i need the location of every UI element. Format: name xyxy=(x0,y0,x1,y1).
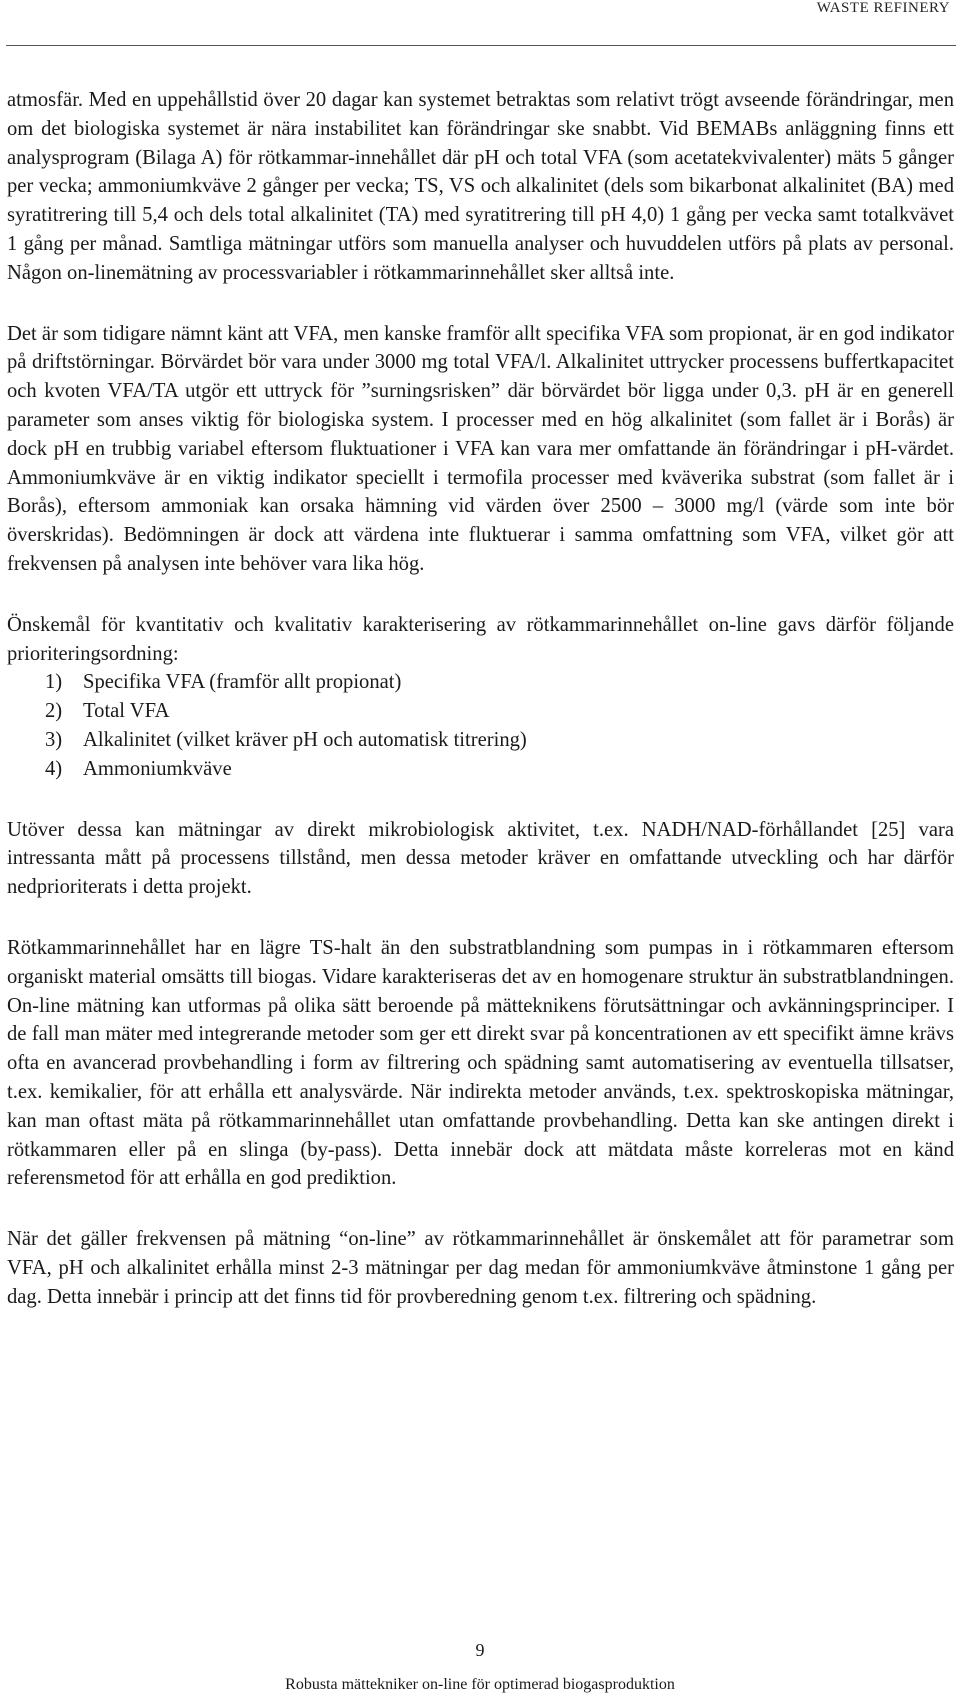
list-item-number: 4) xyxy=(45,757,63,780)
list-item xyxy=(7,726,954,755)
list-item xyxy=(7,755,954,784)
page-number: 9 xyxy=(475,1640,485,1660)
page-header xyxy=(0,0,960,48)
footer-title: Robusta mättekniker on-line för optimerad biogasproduktion xyxy=(285,1676,675,1693)
paragraph-priority-intro: Önskemål för kvantitativ och kvalitativ karakterisering av rötkammarinnehållet on-line gavs därför följande prioriteringsordning: xyxy=(7,613,954,665)
paragraph-analysis-program: atmosfär. Med en uppehållstid över 20 dagar kan systemet betraktas som relativt trögt avseende förändringar, men om det biologiska systemet är nära instabilitet kan förändringar ske snabbt. Vid BEMABs anläggning finns ett analysprogram (Bilaga A) för rötkammar-innehållet där pH och total VFA (som acetatekvivalenter) mäts 5 gånger per vecka; ammoniumkväve 2 gånger per vecka; TS, VS och alkalinitet (dels som bikarbonat alkalinitet (BA) med syratitrering till 5,4 och dels total alkalinitet (TA) med syratitrering till pH 4,0) 1 gång per vecka samt totalkvävet 1 gång per månad. Samtliga mätningar utförs som manuella analyser och huvuddelen utförs på plats av personal. Någon on-linemätning av processvariabler i rötkammarinnehållet sker alltså inte. xyxy=(7,89,954,284)
list-item xyxy=(7,697,954,726)
list-item-text: Total VFA xyxy=(83,700,170,723)
paragraph-vfa-indicator: Det är som tidigare nämnt känt att VFA, men kanske framför allt specifika VFA som propionat, är en god indikator på driftstörningar. Börvärdet bör vara under 3000 mg total VFA/l. Alkalinitet uttrycker processens buffertkapacitet och kvoten VFA/TA utgör ett uttryck för ”surningsrisken” där börvärdet bör ligga under 0,3. pH är en generell parameter som anses viktig för biologiska system. I processer med en hög alkalinitet (som fallet är i Borås) är dock pH en trubbig variabel eftersom fluktuationer i VFA kan vara mer omfattande än förändringar i pH-värdet. Ammoniumkväve är en viktig indikator speciellt i termofila processer med kväverika substrat (som fallet är i Borås), eftersom ammoniak kan orsaka hämning vid värden över 2500 – 3000 mg/l (värde som inte bör överskridas). Bedömningen är dock att värdena inte fluktuerar i samma omfattning som VFA, vilket gör att frekvensen på analysen inte behöver vara lika hög. xyxy=(7,322,954,575)
list-item-number: 1) xyxy=(45,671,63,694)
list-item-number: 3) xyxy=(45,728,63,751)
list-item-text: Alkalinitet (vilket kräver pH och automatisk titrering) xyxy=(83,728,527,751)
header-title: WASTE REFINERY xyxy=(816,0,950,16)
paragraph-microbiological-activity: Utöver dessa kan mätningar av direkt mikrobiologisk aktivitet, t.ex. NADH/NAD-förhållandet [25] vara intressanta mått på processens tillstånd, men dessa metoder kräver en omfattande utveckling och har därför nedprioriterats i detta projekt. xyxy=(7,818,954,899)
document-body xyxy=(7,86,954,1311)
list-item xyxy=(7,668,954,697)
paragraph-measurement-methods: Rötkammarinnehållet har en lägre TS-halt än den substratblandning som pumpas in i rötkammaren eftersom organiskt material omsätts till biogas. Vidare karakteriseras det av en homogenare struktur än substratblandningen. On-line mätning kan utformas på olika sätt beroende på mätteknikens förutsättningar och avkänningsprinciper. I de fall man mäter med integrerande metoder som ger ett direkt svar på koncentrationen av ett specifikt ämne krävs ofta en avancerad provbehandling i form av filtrering och spädning samt automatisering av eventuella tillsatser, t.ex. kemikalier, för att erhålla ett analysvärde. När indirekta metoder används, t.ex. spektroskopiska mätningar, kan man oftast mäta på rötkammarinnehållet utan omfattande provbehandling. Detta kan ske antingen direkt i rötkammaren eller på en slinga (by-pass). Detta innebär dock att mätdata måste korreleras mot en känd referensmetod för att erhålla en god prediktion. xyxy=(7,936,954,1190)
priority-list xyxy=(7,668,954,783)
list-item-text: Ammoniumkväve xyxy=(83,757,232,780)
paragraph-measurement-frequency: När det gäller frekvensen på mätning “on-line” av rötkammarinnehållet är önskemålet att för parametrar som VFA, pH och alkalinitet erhålla minst 2-3 mätningar per dag medan för ammoniumkväve åtminstone 1 gång per dag. Detta innebär i princip att det finns tid för provberedning genom t.ex. filtrering och spädning. xyxy=(7,1228,954,1308)
list-item-number: 2) xyxy=(45,700,63,723)
list-item-text: Specifika VFA (framför allt propionat) xyxy=(83,671,402,694)
header-divider xyxy=(6,45,956,46)
